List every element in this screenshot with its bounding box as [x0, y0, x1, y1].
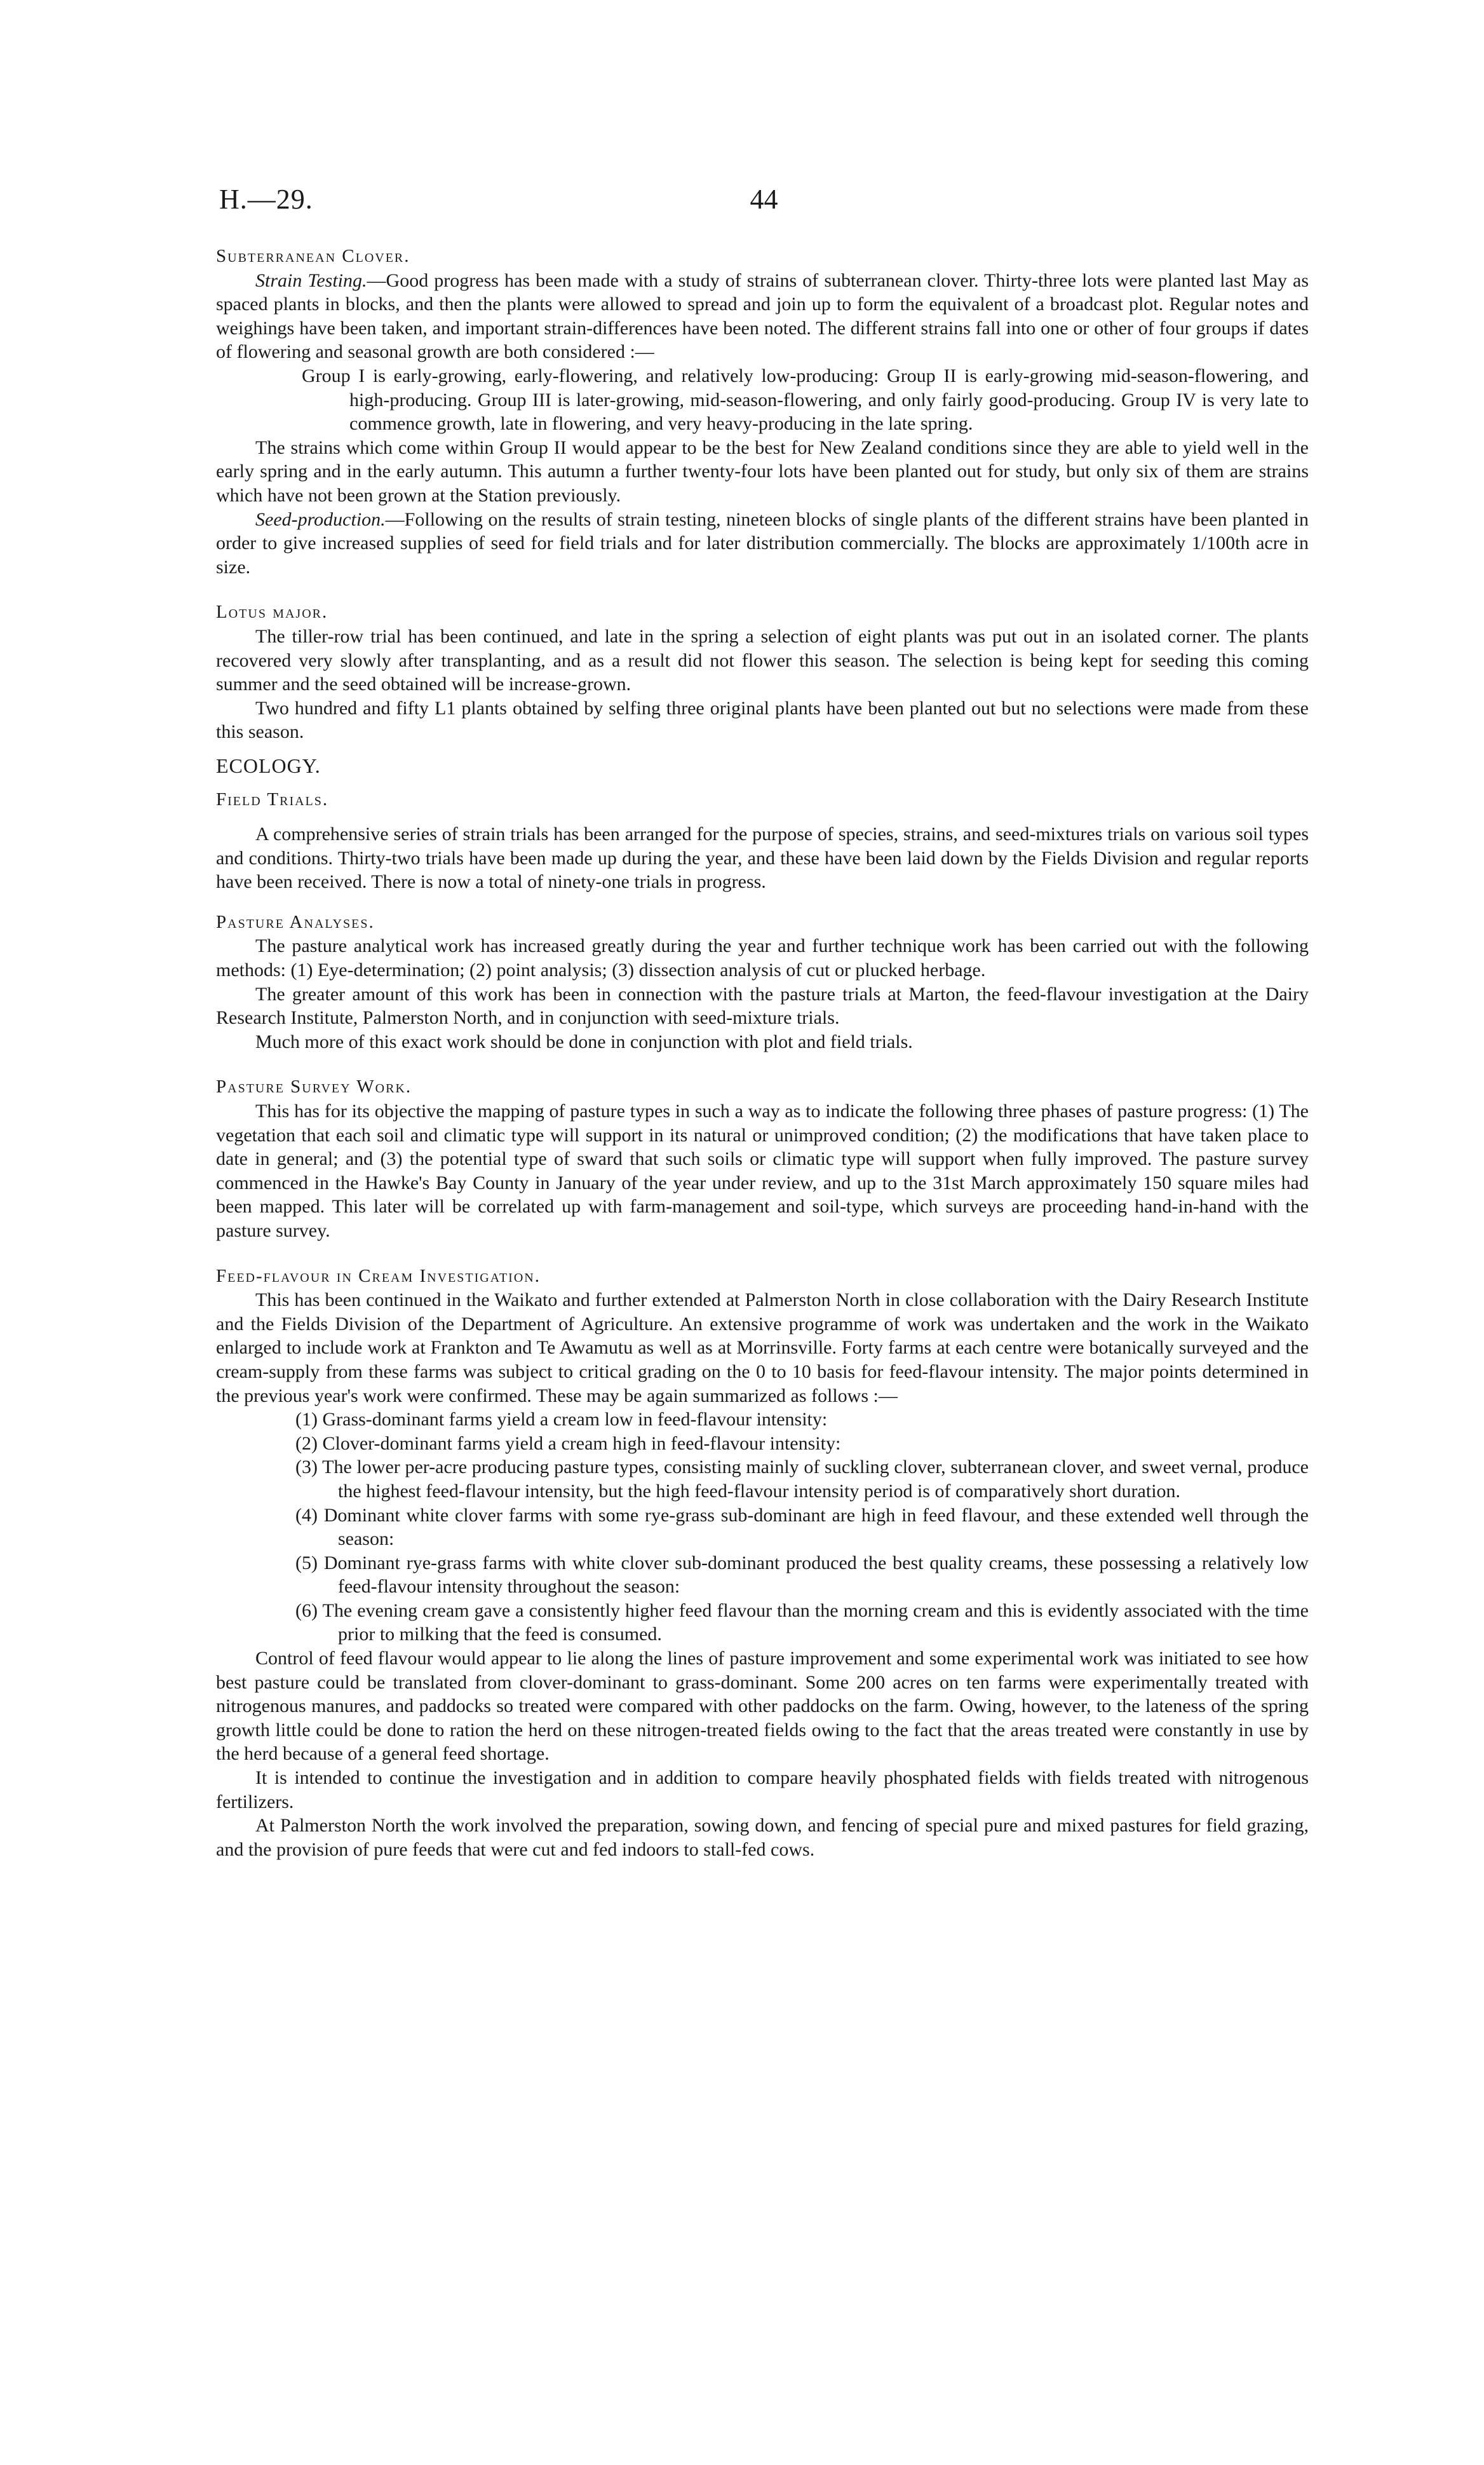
list-item: (4) Dominant white clover farms with some rye-grass sub-dominant are high in feed flavour, and these extended well through the season: — [295, 1504, 1309, 1550]
paragraph-feed-flavour-4: At Palmerston North the work involved the preparation, sowing down, and fencing of special pure and mixed pastures for field grazing, and the provision of pure feeds that were cut and fed indoors to stall-fed cows. — [216, 1815, 1309, 1860]
paragraph-feed-flavour-1: This has been continued in the Waikato and further extended at Palmerston North in close collaboration with the Dairy Research Institute and the Fields Division of the Department of Agriculture. An extensive programme of work was undertaken and the work in the Waikato enlarged to include work at Frankton and Te Awamutu as well as at Morrinsville. Forty farms at each centre were botanically surveyed and the cream-supply from these farms was subject to critical grading on the 0 to 10 basis for feed-flavour intensity. The major points determined in the previous year's work were confirmed. These may be again summarized as follows :— — [216, 1289, 1309, 1406]
paragraph-group-two: The strains which come within Group II would appear to be the best for New Zealand conditions since they are able to yield well in the early spring and in the early autumn. This autumn a further twenty-four lots have been planted out for study, but only six of them are strains which have not been grown at the Station previously. — [216, 437, 1309, 506]
heading-lotus-major: Lotus major. — [216, 602, 328, 623]
heading-subterranean-clover: Subterranean Clover. — [216, 246, 410, 266]
spacer — [216, 579, 1309, 601]
paragraph-pasture-analyses-2: The greater amount of this work has been in connection with the pasture trials at Marton, the feed-flavour investigation at the Dairy Research Institute, Palmerston North, and in conjunction with seed-mixture trials. — [216, 983, 1309, 1029]
paragraph-pasture-analyses-3: Much more of this exact work should be done in conjunction with plot and field trials. — [255, 1031, 913, 1052]
paragraph-strain-testing — [216, 269, 1309, 364]
document-reference: H.—29. — [219, 184, 313, 215]
paragraph-text: —Good progress has been made with a study of strains of subterranean clover. Thirty-three lots were planted last May as spaced plants in blocks, and then the plants were allowed to spread and join up to form the equivalent of a broadcast plot. Regular notes and weighings have been taken, and important strain-differences have been noted. The different strains fall into one or other of four groups if dates of flowering and seasonal growth are both considered :— — [216, 269, 1309, 363]
heading-feed-flavour: Feed-flavour in Cream Investigation. — [216, 1265, 541, 1286]
paragraph-pasture-analyses-1: The pasture analytical work has increased greatly during the year and further technique work has been carried out with the following methods: (1) Eye-determination; (2) point analysis; (3) dissection analysis of cut or plucked herbage. — [216, 935, 1309, 981]
spacer — [216, 1054, 1309, 1075]
list-item: (6) The evening cream gave a consistently higher feed flavour than the morning cream and this is evidently associated with the time prior to milking that the feed is consumed. — [295, 1599, 1309, 1645]
run-in-label-strain-testing: Strain Testing. — [255, 269, 367, 291]
paragraph-feed-flavour-3: It is intended to continue the investigation and in addition to compare heavily phosphated fields with fields treated with nitrogenous fertilizers. — [216, 1767, 1309, 1812]
heading-pasture-analyses: Pasture Analyses. — [216, 911, 375, 932]
paragraph-seed-production — [216, 508, 1309, 580]
paragraph-lotus-1: The tiller-row trial has been continued, and late in the spring a selection of eight plants was put out in an isolated corner. The plants recovered very slowly after transplanting, and as a result did not flower this season. The selection is being kept for seeding this coming summer and the seed obtained will be increase-grown. — [216, 625, 1309, 695]
list-item: (2) Clover-dominant farms yield a cream high in feed-flavour intensity: — [295, 1432, 841, 1454]
spacer — [216, 812, 1309, 822]
heading-field-trials: Field Trials. — [216, 789, 329, 810]
running-head — [219, 183, 1309, 221]
feed-flavour-findings-list — [216, 1408, 1309, 1647]
paragraph-feed-flavour-2: Control of feed flavour would appear to lie along the lines of pasture improvement and some experimental work was initiated to see how best pasture could be translated from clover-dominant to grass-dominant. Some 200 acres on ten farms were experimentally treated with nitrogenous manures, and paddocks so treated were compared with other paddocks on the farm. Owing, however, to the lateness of the spring growth little could be done to ration the herd on these nitrogen-treated fields owing to the fact that the areas treated were constantly in use by the herd because of a general feed shortage. — [216, 1648, 1309, 1765]
heading-ecology: ECOLOGY. — [216, 754, 321, 777]
spacer — [216, 1243, 1309, 1265]
list-item: (3) The lower per-acre producing pasture types, consisting mainly of suckling clover, subterranean clover, and sweet vernal, produce the highest feed-flavour intensity, but the high feed-flavour intensity period is of comparatively short duration. — [295, 1457, 1309, 1502]
page-number: 44 — [750, 184, 778, 215]
paragraph-pasture-survey: This has for its objective the mapping of pasture types in such a way as to indicate the following three phases of pasture progress: (1) The vegetation that each soil and climatic type will support in its natural or unimproved condition; (2) the modifications that have taken place to date in general; and (3) the potential type of sward that such soils or climatic type will support when fully improved. The pasture survey commenced in the Hawke's Bay County in January of the year under review, and up to the 31st March approximately 150 square miles had been mapped. This later will be correlated up with farm-management and soil-type, which surveys are proceeding hand-in-hand with the pasture survey. — [216, 1101, 1309, 1241]
heading-pasture-survey-work: Pasture Survey Work. — [216, 1076, 412, 1097]
list-item: (5) Dominant rye-grass farms with white clover sub-dominant produced the best quality creams, these possessing a relatively low feed-flavour intensity throughout the season: — [295, 1552, 1309, 1598]
spacer — [216, 744, 1309, 754]
spacer — [216, 894, 1309, 911]
paragraph-field-trials: A comprehensive series of strain trials has been arranged for the purpose of species, strains, and seed-mixtures trials on various soil types and conditions. Thirty-two trials have been made up during the year, and these have been laid down by the Fields Division and regular reports have been received. There is now a total of ninety-one trials in progress. — [216, 824, 1309, 893]
spacer — [216, 778, 1309, 788]
paragraph-text: —Following on the results of strain testing, nineteen blocks of single plants of the different strains have been planted in order to give increased supplies of seed for field trials and for later distribution commercially. The blocks are approximately 1/100th acre in size. — [216, 508, 1309, 578]
page-body — [216, 245, 1309, 1861]
list-item: (1) Grass-dominant farms yield a cream low in feed-flavour intensity: — [295, 1409, 828, 1430]
paragraph-lotus-2: Two hundred and fifty L1 plants obtained by selfing three original plants have been planted out but no selections were made from these this season. — [216, 697, 1309, 743]
paragraph-clover-groups: Group I is early-growing, early-flowering, and relatively low-producing: Group II is early-growing mid-season-flowering, and high-producing. Group III is later-growing, mid-season-flowering, and only fairly good-producing. Group IV is very late to commence growth, late in flowering, and very heavy-producing in the late spring. — [302, 365, 1309, 435]
run-in-label-seed-production: Seed-production. — [255, 508, 386, 530]
